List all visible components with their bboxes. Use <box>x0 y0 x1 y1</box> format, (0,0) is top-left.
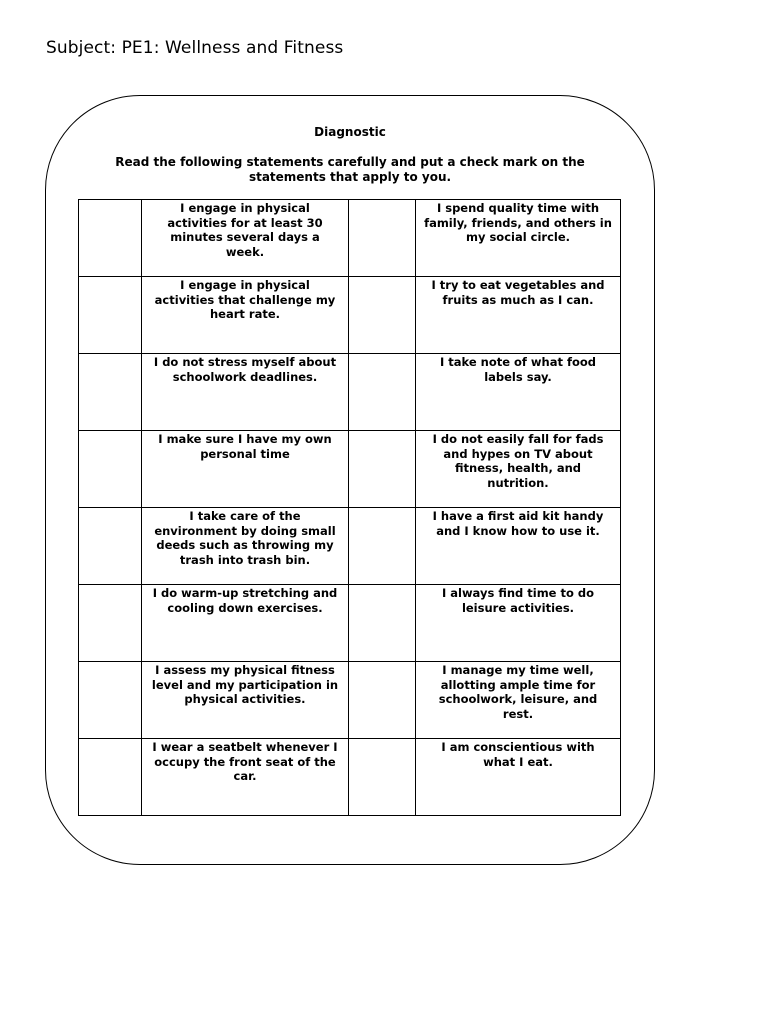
statement-cell-left <box>142 277 349 354</box>
statement-cell-right <box>416 585 621 662</box>
checkbox-cell-left[interactable] <box>79 585 142 662</box>
checkbox-cell-left[interactable] <box>79 508 142 585</box>
statement-text: I engage in physical activities that challenge my heart rate. <box>154 278 336 322</box>
statement-cell-right <box>416 277 621 354</box>
checkbox-cell-left[interactable] <box>79 662 142 739</box>
table-row <box>79 739 621 816</box>
checkbox-cell-right[interactable] <box>349 739 416 816</box>
statement-text: I try to eat vegetables and fruits as much as I can. <box>431 278 605 307</box>
checkbox-cell-right[interactable] <box>349 508 416 585</box>
statement-text: I engage in physical activities for at least 30 minutes several days a week. <box>167 201 323 259</box>
checkbox-cell-right[interactable] <box>349 431 416 508</box>
table-row <box>79 277 621 354</box>
statement-cell-left <box>142 585 349 662</box>
statement-text: I am conscientious with what I eat. <box>441 740 595 769</box>
statement-cell-right <box>416 662 621 739</box>
statement-cell-right <box>416 739 621 816</box>
statement-cell-left <box>142 508 349 585</box>
statement-cell-left <box>142 662 349 739</box>
statement-cell-right <box>416 508 621 585</box>
statement-text: I spend quality time with family, friends, and others in my social circle. <box>424 201 612 245</box>
statement-text: I assess my physical fitness level and my participation in physical activities. <box>151 663 339 707</box>
checkbox-cell-left[interactable] <box>79 200 142 277</box>
statement-cell-left <box>142 354 349 431</box>
statement-text: I take care of the environment by doing small deeds such as throwing my trash into trash bin. <box>154 509 336 567</box>
statement-cell-left <box>142 200 349 277</box>
checkbox-cell-left[interactable] <box>79 354 142 431</box>
statement-cell-left <box>142 431 349 508</box>
checkbox-cell-right[interactable] <box>349 662 416 739</box>
checklist-table <box>78 199 621 816</box>
table-row <box>79 200 621 277</box>
checkbox-cell-left[interactable] <box>79 277 142 354</box>
table-row <box>79 585 621 662</box>
checkbox-cell-left[interactable] <box>79 739 142 816</box>
checkbox-cell-left[interactable] <box>79 431 142 508</box>
statement-text: I do warm-up stretching and cooling down exercises. <box>152 586 338 615</box>
statement-cell-right <box>416 431 621 508</box>
statement-text: I manage my time well, allotting ample time for schoolwork, leisure, and rest. <box>438 663 598 721</box>
table-row <box>79 662 621 739</box>
checkbox-cell-right[interactable] <box>349 200 416 277</box>
statement-cell-right <box>416 200 621 277</box>
diagnostic-title: Diagnostic <box>314 125 386 139</box>
subject-heading: Subject: PE1: Wellness and Fitness <box>46 38 344 58</box>
instructions-text: Read the following statements carefully and put a check mark on the statements that apply to you. <box>115 155 585 184</box>
checkbox-cell-right[interactable] <box>349 354 416 431</box>
statement-cell-left <box>142 739 349 816</box>
table-row <box>79 354 621 431</box>
statement-text: I wear a seatbelt whenever I occupy the front seat of the car. <box>152 740 338 784</box>
table-row <box>79 508 621 585</box>
statement-text: I do not easily fall for fads and hypes on TV about fitness, health, and nutrition. <box>432 432 604 490</box>
checkbox-cell-right[interactable] <box>349 277 416 354</box>
statement-text: I take note of what food labels say. <box>439 355 597 384</box>
checkbox-cell-right[interactable] <box>349 585 416 662</box>
statement-text: I do not stress myself about schoolwork deadlines. <box>153 355 337 384</box>
statement-text: I make sure I have my own personal time <box>158 432 332 461</box>
statement-cell-right <box>416 354 621 431</box>
table-row <box>79 431 621 508</box>
statement-text: I always find time to do leisure activities. <box>441 586 595 615</box>
statement-text: I have a first aid kit handy and I know how to use it. <box>432 509 604 538</box>
